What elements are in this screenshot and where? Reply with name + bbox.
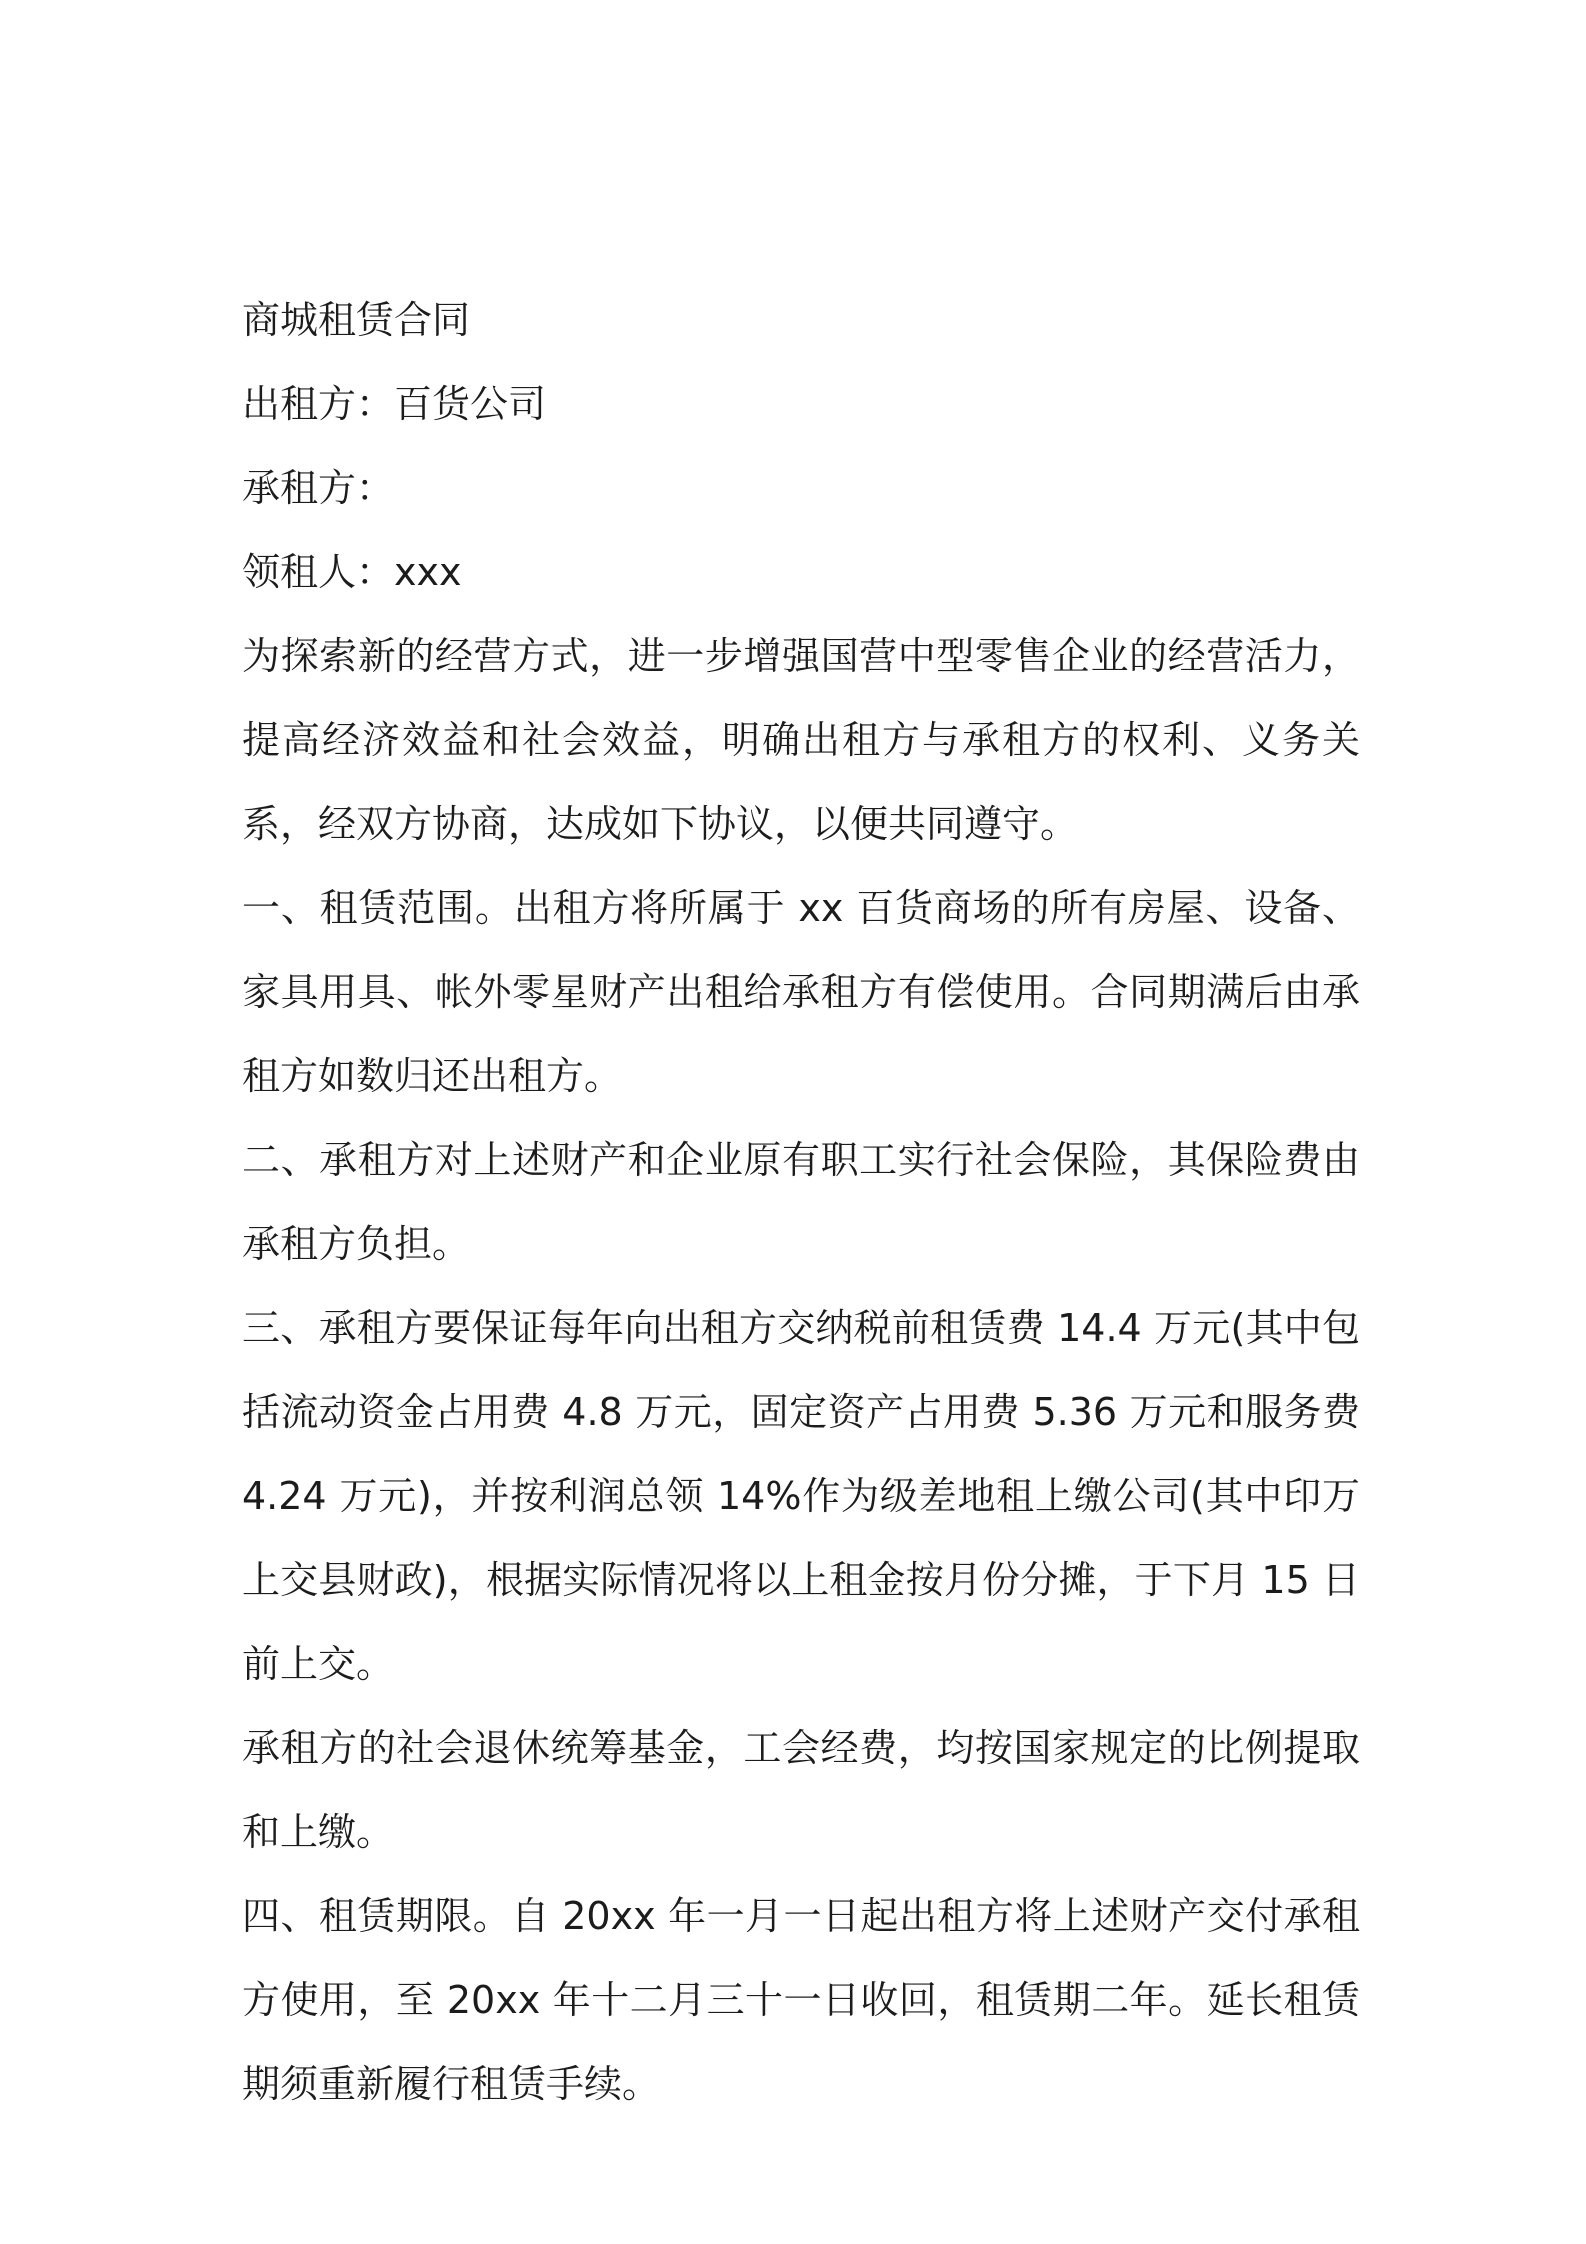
clause-3-additional-note: 承租方的社会退休统筹基金，工会经费，均按国家规定的比例提取和上缴。 bbox=[242, 1726, 1360, 1854]
clause-2-social-insurance: 二、承租方对上述财产和企业原有职工实行社会保险，其保险费由承租方负担。 bbox=[242, 1138, 1360, 1266]
preamble-paragraph: 为探索新的经营方式，进一步增强国营中型零售企业的经营活力，提高经济效益和社会效益，明确出租方与承租方的权利、义务关系，经双方协商，达成如下协议，以便共同遵守。 bbox=[242, 634, 1360, 846]
clause-3-rent-payment: 三、承租方要保证每年向出租方交纳税前租赁费 14.4 万元(其中包括流动资金占用费 4.8 万元，固定资产占用费 5.36 万元和服务费 4.24 万元)，并按利润总领 14%作为级差地租上缴公司(其中印万上交县财政)，根据实际情况将以上租金按月份分摊，于下月 15 日前上交。 bbox=[242, 1306, 1360, 1686]
document-body bbox=[242, 278, 1360, 2126]
lessor-line: 出租方：百货公司 bbox=[242, 382, 547, 426]
clause-4-lease-term: 四、租赁期限。自 20xx 年一月一日起出租方将上述财产交付承租方使用，至 20xx 年十二月三十一日收回，租赁期二年。延长租赁期须重新履行租赁手续。 bbox=[242, 1894, 1360, 2106]
clause-1-lease-scope: 一、租赁范围。出租方将所属于 xx 百货商场的所有房屋、设备、家具用具、帐外零星财产出租给承租方有偿使用。合同期满后由承租方如数归还出租方。 bbox=[242, 886, 1360, 1098]
lessee-line: 承租方： bbox=[242, 466, 395, 510]
document-title: 商城租赁合同 bbox=[242, 298, 471, 342]
leader-line: 领租人：xxx bbox=[242, 550, 462, 594]
